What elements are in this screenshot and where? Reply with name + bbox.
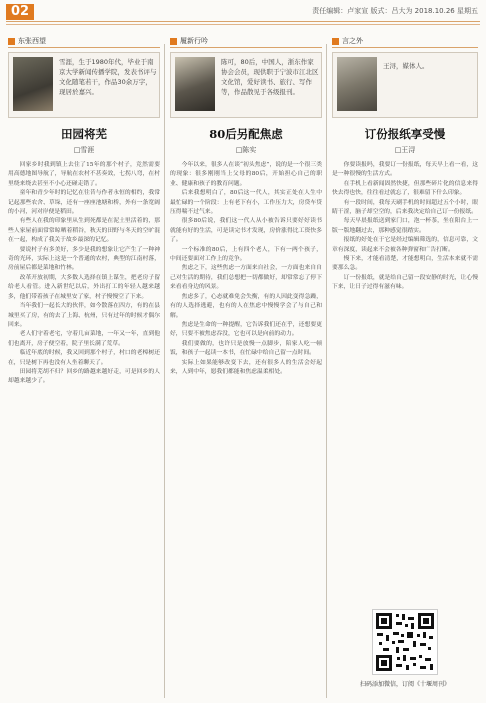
column-tag: 东张西望 xyxy=(8,36,160,47)
article-title: 田园将芜 xyxy=(61,127,107,141)
author-bio: 王浔，媒体人。 xyxy=(383,62,429,70)
article-title: 订份报纸享受慢 xyxy=(364,127,446,141)
paragraph: 我们要做的，也许只是放慢一点脚步，陪家人吃一顿饭，和孩子一起读一本书，在忙碌中给自己留一点时间。 xyxy=(170,340,322,357)
paragraph: 焦虑是生命的一种提醒，它告诉我们还在乎，还想要更好，只要不被焦虑吞没，它也可以是向前的动力。 xyxy=(170,321,322,338)
paragraph: 很多80后说，我们这一代人从小被告诉只要好好读书就能有好的生活，可是读完书才发现，房价涨得比工资快多了。 xyxy=(170,218,322,244)
author-box xyxy=(8,52,160,118)
paragraph: 改革开放初期，大多数人选择在镇上谋生，把老房子留给老人看管。进入新世纪以后，外出打工的年轻人越来越多，他们带着孩子在城里安了家，村子慢慢空了下来。 xyxy=(8,274,160,300)
author-box xyxy=(170,52,322,118)
author-photo xyxy=(13,57,53,111)
page-number: 02 xyxy=(6,4,34,20)
paragraph: 老人们守着老宅，守着几亩菜地，一年又一年，直到他们也离开，房子便空着，院子里长满了荒草。 xyxy=(8,331,160,347)
paragraph: 慢下来，才能看清楚，才能想明白，生活本来就不需要那么急。 xyxy=(332,256,478,272)
paragraph: 每天早晨报纸送到家门口，泡一杯茶，坐在阳台上一版一版地翻过去，那种感觉很踏实。 xyxy=(332,218,478,234)
paragraph: 订一份报纸，就是给自己留一段安静的时光，让心慢下来，让日子过得有滋有味。 xyxy=(332,274,478,291)
page-header-info: 责任编辑：卢家宣 版式：吕大为 2018.10.26 星期五 xyxy=(312,7,478,15)
column-tag-rule xyxy=(170,47,322,48)
author-box xyxy=(332,52,478,118)
article-body xyxy=(170,161,322,685)
paragraph: 焦虑之下，这些焦虑一方面来自社会，一方面也来自自己对生活的期待，我们总想把一切都做好，却常常忘了停下来看看身边的风景。 xyxy=(170,265,322,291)
paragraph: 回家乡时我到镇上去住了15年的那个村子，竞然需要用高德地图导航了，导航在农村不甚奏效，七拐八弯，在村里绕来绕去甚至不小心还碰走错了。 xyxy=(8,162,160,187)
column-tag: 言之外 xyxy=(332,36,478,47)
header-rule-secondary xyxy=(6,24,480,25)
column-divider xyxy=(164,44,165,698)
qr-code-graphic xyxy=(373,610,437,674)
paragraph: 临近年底的时候，我又回到那个村子，村口的老樟树还在，只是树下再也没有人坐着聊天了。 xyxy=(8,350,160,366)
article-byline: □陈实 xyxy=(235,146,257,154)
column-3 xyxy=(332,36,478,688)
paragraph: 你要读报吗，我要订一份报纸，每天早上看一看，这是一种很慢的生活方式。 xyxy=(332,162,478,178)
article-body xyxy=(8,161,160,685)
paragraph: 今年以来，很多人在谈“初头焦虑”，说的是一个很三类的现象：很多刚刚当上父母的80后，开始担心自己的职业、健康和孩子的教育问题。 xyxy=(170,162,322,187)
paragraph: 实际上如果能够改变下去，还有很多人的生活会好起来，人到中年，愿我们都能和焦虑温柔相处。 xyxy=(170,359,322,375)
column-tag: 履新行吟 xyxy=(170,36,322,47)
paragraph: 要说村子有多美好，多少是我的想象让它产生了一种神奇的光环，实际上这是一个普通的农村，典型的江南村落，房前屋后都是菜地和竹林。 xyxy=(8,246,160,272)
header-rule xyxy=(6,21,480,22)
paragraph: 有一段时间，我每天刷手机的时间超过五个小时，眼睛干涩，脑子却空空的，后来我决定给自己订一份报纸。 xyxy=(332,199,478,216)
paragraph: 焦虑多了，心态就难免会失衡，有的人因此变得急躁，有的人选择逃避，也有的人在焦虑中慢慢学会了与自己和解。 xyxy=(170,293,322,319)
qr-code[interactable] xyxy=(372,609,438,675)
author-bio: 雪涯，生于1980年代，毕业于南京大学新闻传播学院，发表书评与文化随笔若干，作品30余万字，现居於嘉兴。 xyxy=(59,58,157,96)
paragraph: 当年我们一起长大的伙伴，如今散落在四方，有的在县城里买了房，有的去了上海、杭州，只有过年的时候才偶尔回来。 xyxy=(8,303,160,328)
column-tag-rule xyxy=(332,47,478,48)
column-2 xyxy=(170,36,322,685)
paragraph: 一个标准的80后，上有四个老人，下有一两个孩子，中间还要面对工作上的竞争。 xyxy=(170,246,322,263)
column-divider xyxy=(326,44,327,698)
column-1 xyxy=(8,36,160,685)
paragraph: 在手机上看新闻固然快捷，但那些碎片化的信息来得快去得也快，往往看过就忘了，很难留下什么印象。 xyxy=(332,180,478,197)
article-body xyxy=(332,161,478,601)
article-byline: □王浔 xyxy=(394,146,416,154)
author-photo xyxy=(337,57,377,111)
paragraph: 童年和青少年时的记忆在往昔与作者永恒的相约，我常记起那些农舍、草垛，还有一座座池塘和桥，外有一条宽阔的小河，河对岸便是稻田。 xyxy=(8,190,160,216)
article-title: 80后另配焦虑 xyxy=(209,127,283,141)
author-bio: 陈可，80后，中国人，浙东作家协会会员，现供职于宁波市江北区文化馆，爱好读书、旅行、写作等，作品散见于各级报刊。 xyxy=(221,58,319,96)
paragraph: 报纸的好处在于它是经过编辑筛选的，信息可靠，文章有深度，读起来不会被各种弹窗和广告打断。 xyxy=(332,237,478,253)
article-byline: □雪涯 xyxy=(73,146,95,154)
author-photo xyxy=(175,57,215,111)
column-tag-rule xyxy=(8,47,160,48)
paragraph: 有些人在我的印象里从生到死都是在泥土里活着的，那些人家屋前面常常晾晒着稻谷，秋天的田野与冬天的空旷混在一起，构成了我关于故乡最深的记忆。 xyxy=(8,218,160,244)
qr-caption: 扫码添加微信，订阅《十堰周刊》 xyxy=(359,681,450,688)
paragraph: 后来我想明白了，80后这一代人，其实正处在人生中最忙碌的一个阶段：上有老下有小，工作压力大，房贷车贷压得喘不过气来。 xyxy=(170,190,322,216)
paragraph: 田园将芜胡不归？回乡的路越来越好走，可是回乡的人却越来越少了。 xyxy=(8,368,160,385)
